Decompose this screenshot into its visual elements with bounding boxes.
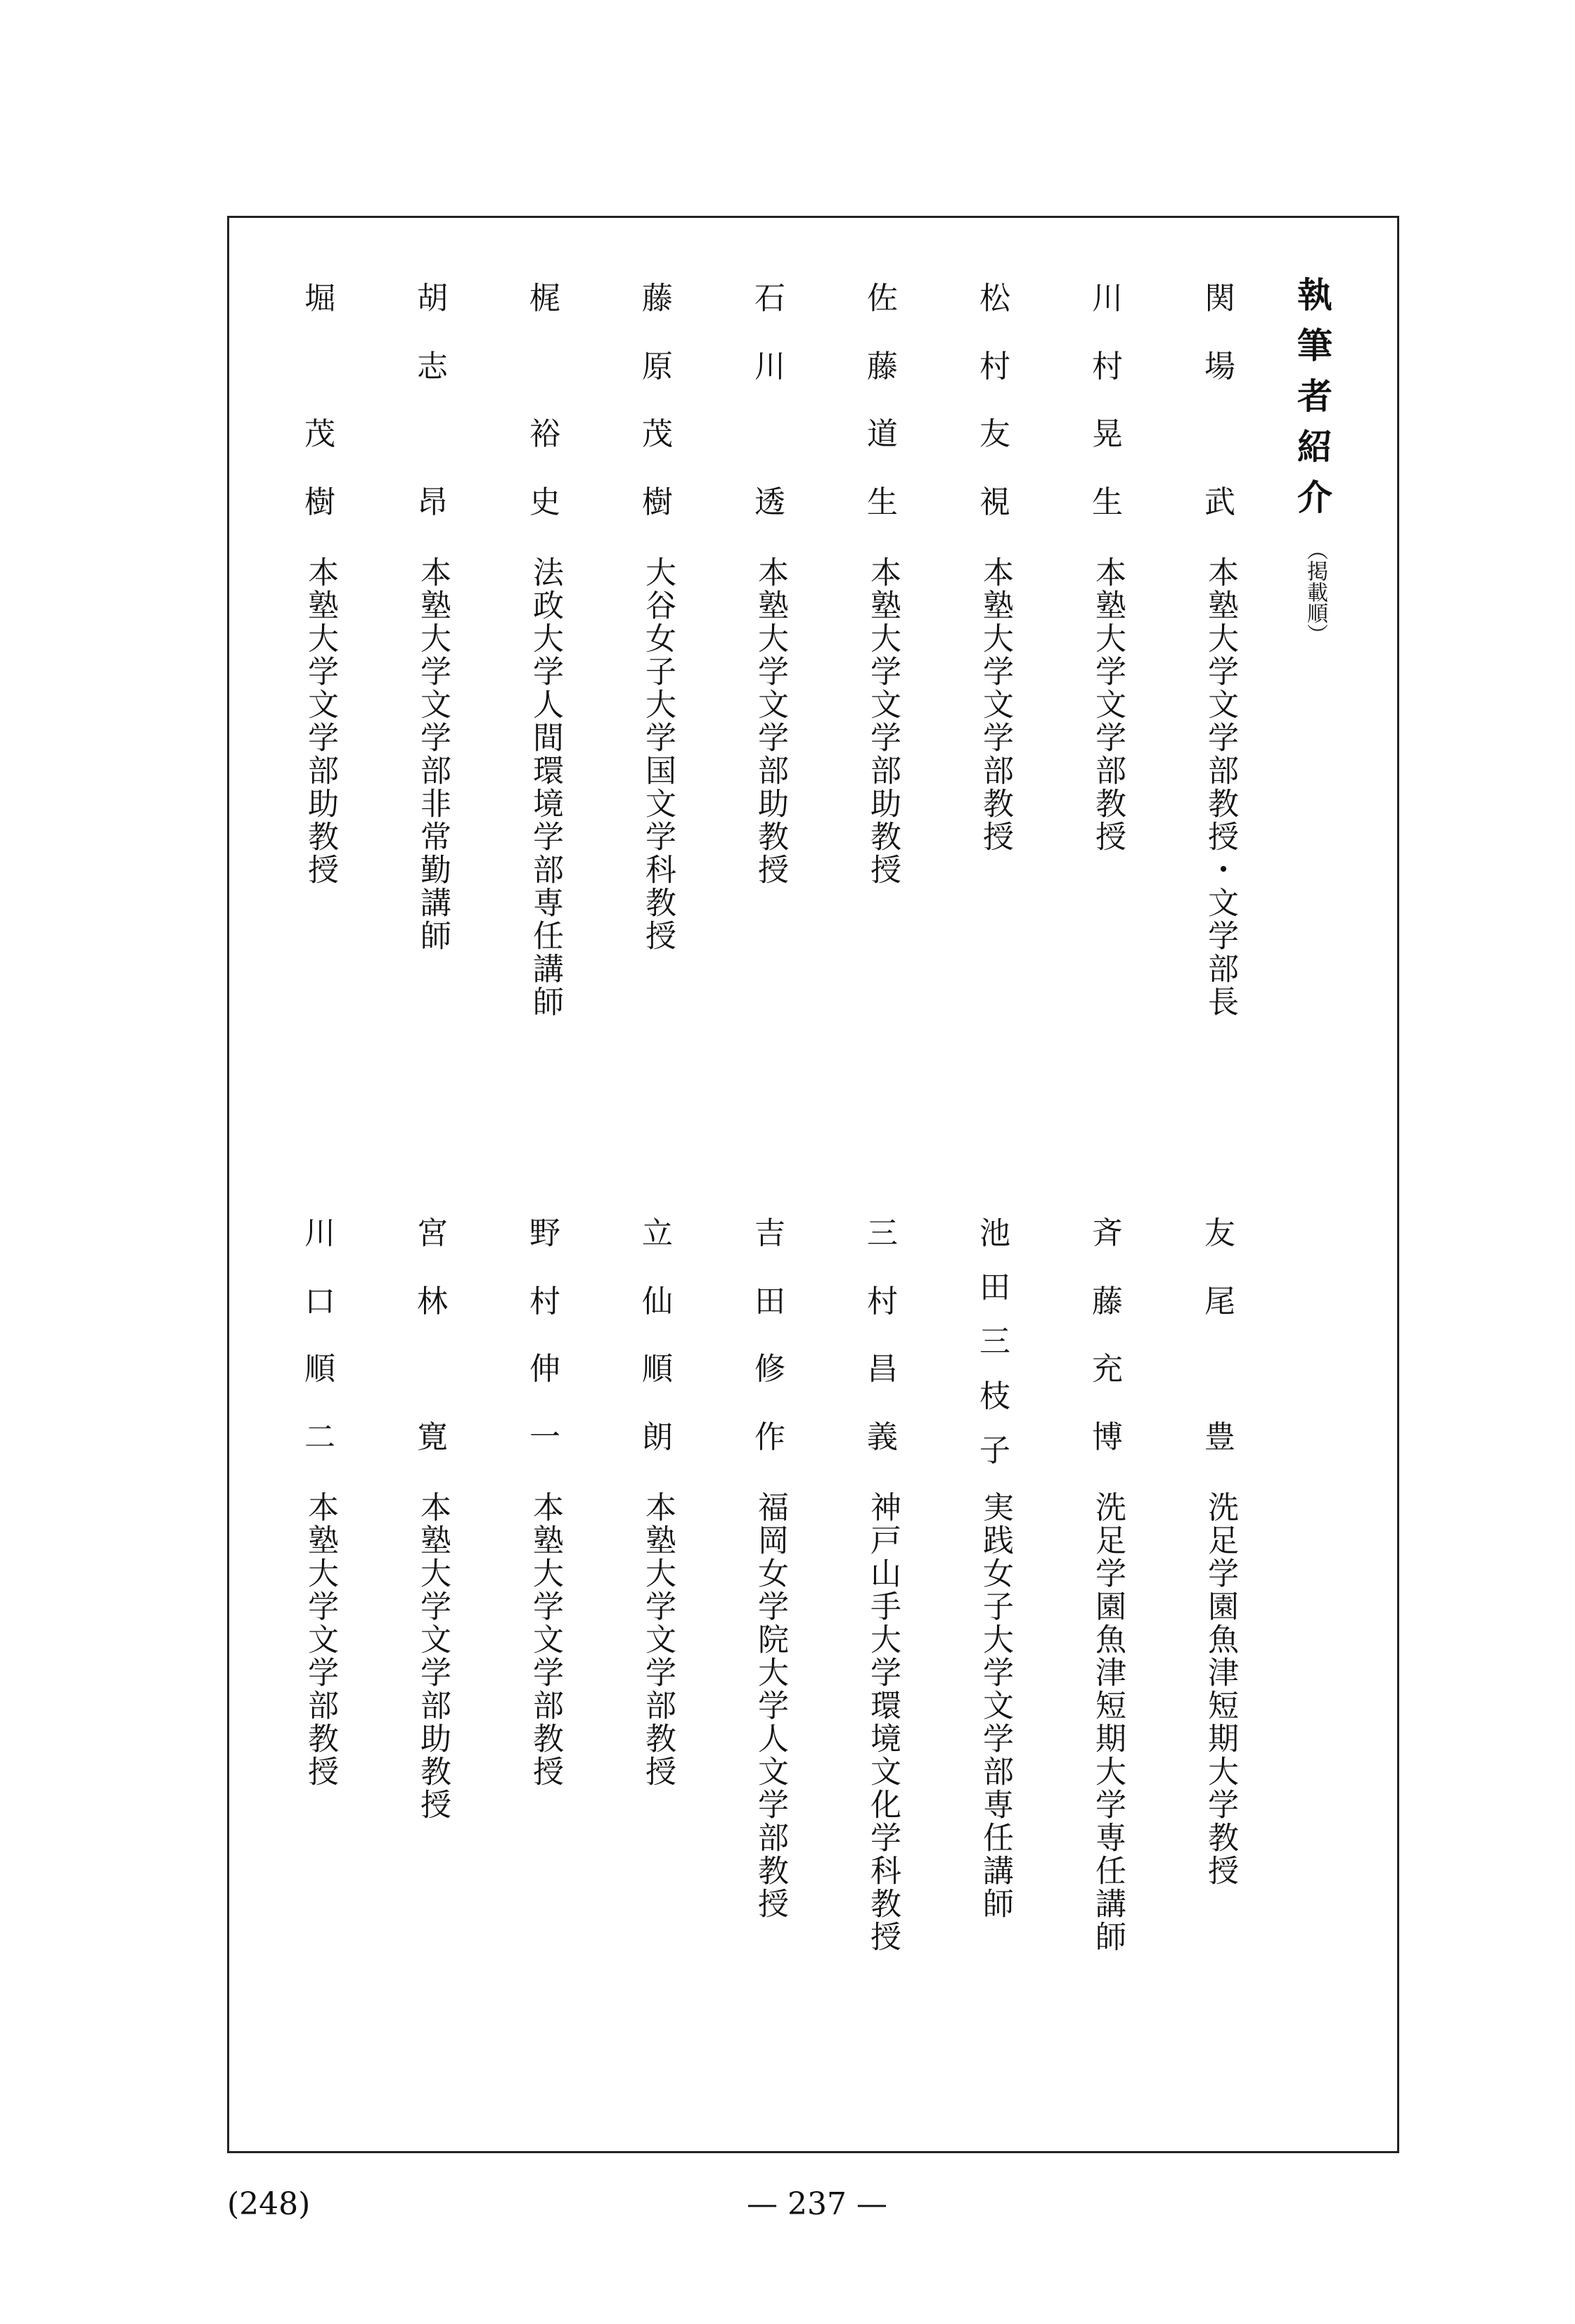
title-char: 執 xyxy=(1297,275,1332,316)
contributor-top-7 xyxy=(520,280,570,1019)
contributor-affiliation: 福岡女学院大学人文学部教授 xyxy=(752,1491,788,1921)
contributor-name xyxy=(754,1215,785,1490)
contributor-affiliation: 本塾大学文学部教授 xyxy=(977,556,1013,854)
contributor-top-5 xyxy=(745,280,795,887)
name-char: 伸 xyxy=(529,1351,560,1388)
contributor-bottom-2 xyxy=(1083,1215,1132,1954)
name-char: 裕 xyxy=(529,416,560,453)
name-char: 視 xyxy=(979,484,1010,520)
name-char: 生 xyxy=(867,484,898,520)
contributor-affiliation: 法政大学人間環境学部専任講師 xyxy=(527,556,563,1019)
name-char xyxy=(1204,1354,1235,1422)
left-page-number: (248) xyxy=(227,2186,311,2222)
contributor-name xyxy=(979,280,1010,555)
contributor-affiliation: 本塾大学文学部教授 xyxy=(1090,556,1126,854)
contributor-affiliation: 本塾大学文学部非常勤講師 xyxy=(415,556,451,953)
contributor-name xyxy=(304,280,335,555)
contributor-bottom-8 xyxy=(408,1215,457,1822)
name-char: 川 xyxy=(1092,280,1123,316)
title-char: 筆 xyxy=(1297,325,1332,366)
name-char: 仙 xyxy=(642,1283,673,1319)
title-char: 介 xyxy=(1297,477,1332,518)
name-char: 立 xyxy=(642,1215,673,1251)
name-char: 佐 xyxy=(867,280,898,316)
name-char: 尾 xyxy=(1204,1283,1235,1319)
name-char: 昌 xyxy=(867,1351,898,1388)
name-char: 藤 xyxy=(642,280,673,316)
name-char: 茂 xyxy=(642,416,673,453)
name-char: 堀 xyxy=(304,280,335,316)
name-char: 昂 xyxy=(417,484,448,520)
contributor-name xyxy=(304,1215,335,1490)
contributor-name xyxy=(529,280,560,555)
contributor-top-3 xyxy=(970,280,1020,854)
name-char xyxy=(754,419,785,487)
name-char: 村 xyxy=(979,348,1010,385)
contributor-affiliation: 本塾大学文学部助教授 xyxy=(302,556,338,887)
contributor-top-2 xyxy=(1083,280,1132,854)
name-char xyxy=(417,1354,448,1422)
contributor-affiliation: 本塾大学文学部助教授 xyxy=(415,1491,451,1822)
title-char: 者 xyxy=(1297,376,1332,417)
contributor-name xyxy=(979,1215,1010,1490)
name-char: 志 xyxy=(417,348,448,385)
name-char: 透 xyxy=(754,484,785,520)
name-char: 一 xyxy=(529,1419,560,1455)
name-char xyxy=(304,351,335,420)
contributor-affiliation: 洗足学園魚津短期大学教授 xyxy=(1202,1491,1238,1888)
name-char: 野 xyxy=(529,1215,560,1251)
contributor-affiliation: 洗足学園魚津短期大学専任講師 xyxy=(1090,1491,1126,1954)
contributor-name xyxy=(867,1215,898,1490)
contributor-name xyxy=(1204,1215,1235,1490)
contributor-name xyxy=(1092,1215,1123,1490)
name-char: 三 xyxy=(867,1215,898,1251)
title-note: （掲載順） xyxy=(1303,539,1328,645)
contributor-affiliation: 本塾大学文学部教授 xyxy=(640,1491,676,1789)
contributor-bottom-1 xyxy=(1195,1215,1245,1888)
name-char xyxy=(529,351,560,420)
name-char: 川 xyxy=(754,348,785,385)
name-char: 松 xyxy=(979,280,1010,316)
contributor-bottom-9 xyxy=(295,1215,345,1789)
contributor-top-9 xyxy=(295,280,345,887)
name-char: 樹 xyxy=(642,484,673,520)
name-char: 義 xyxy=(867,1419,898,1455)
contributor-name xyxy=(417,1215,448,1490)
name-char: 子 xyxy=(979,1432,1010,1468)
name-char: 史 xyxy=(529,484,560,520)
name-char: 梶 xyxy=(529,280,560,316)
name-char: 藤 xyxy=(1092,1283,1123,1319)
contributor-affiliation: 本塾大学文学部教授・文学部長 xyxy=(1202,556,1238,1019)
contributor-top-8 xyxy=(408,280,457,953)
contributor-name xyxy=(417,280,448,555)
contributor-name xyxy=(1092,280,1123,555)
name-char xyxy=(1204,419,1235,487)
name-char: 三 xyxy=(979,1324,1010,1360)
name-char: 友 xyxy=(979,416,1010,453)
title-char: 紹 xyxy=(1297,427,1332,467)
name-char: 修 xyxy=(754,1351,785,1388)
name-char: 原 xyxy=(642,348,673,385)
name-char: 二 xyxy=(304,1419,335,1455)
name-char: 村 xyxy=(1092,348,1123,385)
contributor-name xyxy=(529,1215,560,1490)
name-char: 友 xyxy=(1204,1215,1235,1251)
contributor-top-1 xyxy=(1195,280,1245,1019)
name-char: 豊 xyxy=(1204,1419,1235,1455)
name-char: 林 xyxy=(417,1283,448,1319)
name-char: 関 xyxy=(1204,280,1235,316)
contributor-affiliation: 本塾大学文学部助教授 xyxy=(865,556,901,887)
contributor-affiliation: 神戸山手大学環境文化学科教授 xyxy=(865,1491,901,1954)
contributor-name xyxy=(754,280,785,555)
name-char: 作 xyxy=(754,1419,785,1455)
section-title xyxy=(1287,275,1343,645)
name-char: 充 xyxy=(1092,1351,1123,1388)
name-char: 石 xyxy=(754,280,785,316)
name-char: 宮 xyxy=(417,1215,448,1251)
contributor-affiliation: 大谷女子大学国文学科教授 xyxy=(640,556,676,953)
name-char: 樹 xyxy=(304,484,335,520)
name-char: 場 xyxy=(1204,348,1235,385)
contributor-top-4 xyxy=(858,280,907,887)
contributor-name xyxy=(867,280,898,555)
name-char: 朗 xyxy=(642,1419,673,1455)
contributor-affiliation: 本塾大学文学部助教授 xyxy=(752,556,788,887)
name-char: 吉 xyxy=(754,1215,785,1251)
name-char: 口 xyxy=(304,1283,335,1319)
contributor-bottom-5 xyxy=(745,1215,795,1921)
name-char: 村 xyxy=(867,1283,898,1319)
contributor-top-6 xyxy=(633,280,682,953)
name-char: 茂 xyxy=(304,416,335,453)
contributor-bottom-3 xyxy=(970,1215,1020,1920)
name-char: 村 xyxy=(529,1283,560,1319)
contributor-affiliation: 実践女子大学文学部専任講師 xyxy=(977,1490,1013,1920)
name-char: 斉 xyxy=(1092,1215,1123,1251)
name-char: 川 xyxy=(304,1215,335,1251)
contributor-bottom-4 xyxy=(858,1215,907,1954)
contributor-affiliation: 本塾大学文学部教授 xyxy=(302,1491,338,1789)
name-char: 藤 xyxy=(867,348,898,385)
name-char: 胡 xyxy=(417,280,448,316)
name-char xyxy=(417,419,448,487)
name-char: 田 xyxy=(979,1270,1010,1306)
contributor-name xyxy=(1204,280,1235,555)
contributor-bottom-7 xyxy=(520,1215,570,1789)
contributor-affiliation: 本塾大学文学部教授 xyxy=(527,1491,563,1789)
name-char: 晃 xyxy=(1092,416,1123,453)
contributor-bottom-6 xyxy=(633,1215,682,1789)
name-char: 博 xyxy=(1092,1419,1123,1455)
center-page-number: — 237 — xyxy=(747,2186,887,2222)
name-char: 順 xyxy=(642,1351,673,1388)
name-char: 武 xyxy=(1204,484,1235,520)
contributor-name xyxy=(642,280,673,555)
name-char: 道 xyxy=(867,416,898,453)
name-char: 生 xyxy=(1092,484,1123,520)
contributor-name xyxy=(642,1215,673,1490)
name-char: 順 xyxy=(304,1351,335,1388)
name-char: 寛 xyxy=(417,1419,448,1455)
name-char: 枝 xyxy=(979,1378,1010,1414)
name-char: 田 xyxy=(754,1283,785,1319)
name-char: 池 xyxy=(979,1215,1010,1251)
